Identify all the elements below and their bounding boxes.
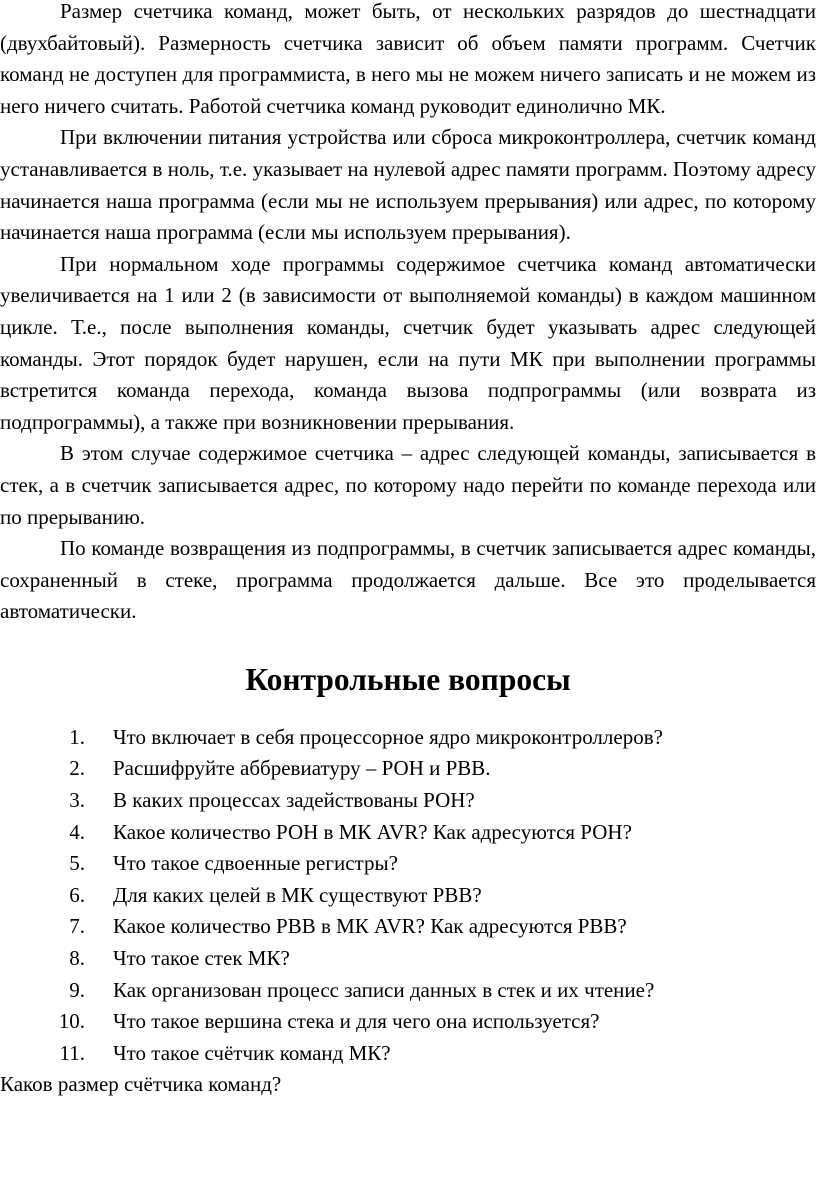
list-item-number: 5.	[69, 851, 85, 876]
list-item-number: 4.	[69, 819, 85, 844]
list-item-text: Расшифруйте аббревиатуру – РОН и РВВ.	[113, 756, 491, 781]
list-item	[0, 722, 816, 754]
list-item	[0, 943, 816, 975]
list-item	[0, 1038, 816, 1070]
list-item-number: 6.	[69, 882, 85, 907]
list-item-text: Для каких целей в МК существуют РВВ?	[113, 882, 482, 907]
list-item-text: Что такое вершина стека и для чего она используется?	[113, 1009, 600, 1034]
paragraph-return: По команде возвращения из подпрограммы, в счетчик записывается адрес команды, сохраненный в стеке, программа продолжается дальше. Все это проделывается автоматически.	[0, 536, 816, 624]
list-item-text: Что включает в себя процессорное ядро микроконтроллеров?	[113, 724, 663, 749]
list-item-number: 10.	[58, 1009, 85, 1034]
list-item-text: Что такое счётчик команд МК?	[113, 1040, 391, 1065]
list-item-number: 8.	[69, 946, 85, 971]
list-item-text: Какое количество РОН в МК AVR? Как адресуются РОН?	[113, 819, 632, 844]
list-item-text: В каких процессах задействованы РОН?	[113, 788, 475, 813]
list-item	[0, 753, 816, 785]
paragraph-power-on-reset: При включении питания устройства или сброса микроконтроллера, счетчик команд устанавливается в ноль, т.е. указывает на нулевой адрес памяти программ. Поэтому адресу начинается наша программа (если мы не используем прерывания) или адрес, по которому начинается наша программа (если мы используем прерывания).	[0, 125, 816, 245]
list-item-text: Какое количество РВВ в МК AVR? Как адресуются РВВ?	[113, 914, 627, 939]
list-item-number: 11.	[59, 1040, 85, 1065]
list-item-text: Как организован процесс записи данных в стек и их чтение?	[113, 977, 655, 1002]
list-item	[0, 911, 816, 943]
list-item-number: 7.	[69, 914, 85, 939]
list-item-text: Что такое стек МК?	[113, 946, 290, 971]
paragraph-stack-push: В этом случае содержимое счетчика – адрес следующей команды, записывается в стек, а в счетчик записывается адрес, по которому надо перейти по команде перехода или по прерыванию.	[0, 441, 816, 529]
section-heading: Контрольные вопросы	[245, 661, 571, 697]
list-item	[0, 817, 816, 849]
questions-list	[0, 722, 816, 1070]
paragraph-counter-size: Размер счетчика команд, может быть, от нескольких разрядов до шестнадцати (двухбайтовый). Размерность счетчика зависит об объем памяти программ. Счетчик команд не доступен для программиста, в него мы не можем ничего записать и не можем из него ничего считать. Работой счетчика команд руководит единолично МК.	[0, 0, 816, 118]
paragraph-normal-execution: При нормальном ходе программы содержимое счетчика команд автоматически увеличивается на 1 или 2 (в зависимости от выполняемой команды) в каждом машинном цикле. Т.е., после выполнения команды, счетчик будет указывать адрес следующей команды. Этот порядок будет нарушен, если на пути МК при выполнении программы встретится команда перехода, команда вызова подпрограммы (или возврата из подпрограммы), а также при возникновении прерывания.	[0, 251, 816, 434]
list-item-number: 2.	[69, 756, 85, 781]
list-item-number: 9.	[69, 977, 85, 1002]
list-item	[0, 975, 816, 1007]
list-item	[0, 1006, 816, 1038]
trailing-question: Каков размер счётчика команд?	[0, 1072, 282, 1097]
list-item-text: Что такое сдвоенные регистры?	[113, 851, 398, 876]
list-item	[0, 880, 816, 912]
list-item	[0, 785, 816, 817]
list-item-number: 3.	[69, 788, 85, 813]
list-item-number: 1.	[69, 724, 85, 749]
list-item	[0, 848, 816, 880]
